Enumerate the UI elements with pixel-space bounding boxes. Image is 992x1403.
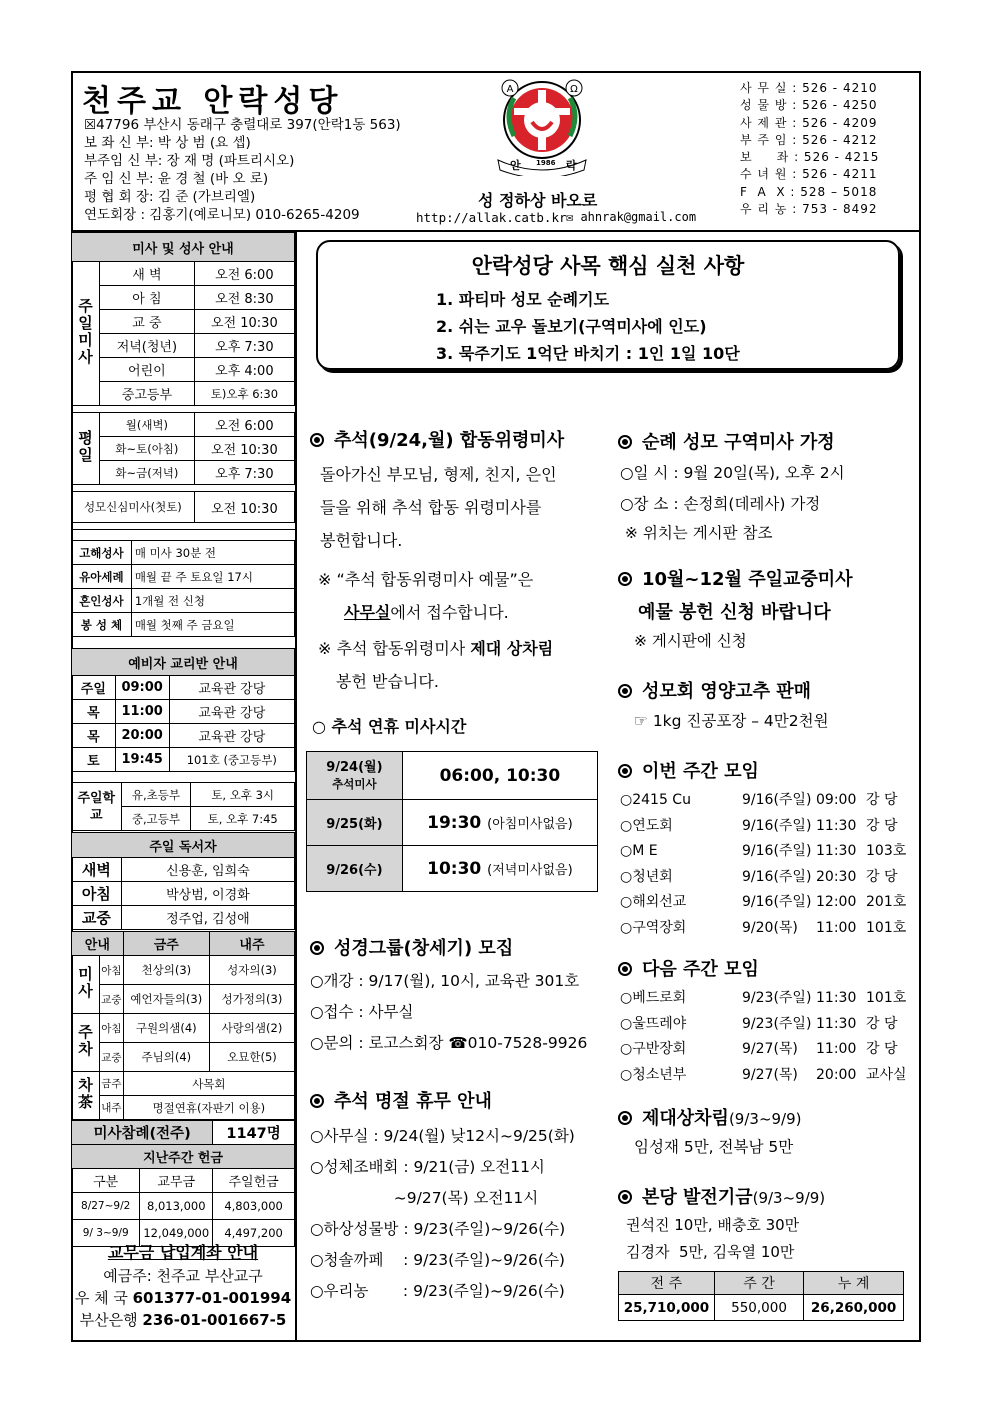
meeting-date: 9/16(주일): [742, 894, 812, 910]
reader-mass: 아침: [72, 882, 122, 906]
meeting-date: 9/16(주일): [742, 868, 812, 885]
meeting-row: [620, 1063, 910, 1089]
meeting-row: [620, 890, 910, 916]
attendance-value: 1147명: [213, 1121, 295, 1145]
meeting-time: 20:00: [816, 1066, 857, 1083]
bullet-icon: [618, 684, 632, 698]
fund-table: [618, 1271, 904, 1321]
fund-title: 본당 발전기금: [642, 1187, 753, 1208]
duty-this-week: 천상의(3): [123, 956, 209, 985]
duty-tea-label: 차茶: [76, 1076, 94, 1111]
meeting-place: 강 당: [866, 817, 898, 834]
altar-heading: [618, 1104, 802, 1130]
chuseok-note-line: ※ “추석 합동위령미사 예물”은: [318, 570, 534, 589]
closure-line: ○우리농 : 9/23(주일)~9/26(수): [310, 1282, 565, 1300]
offering-sunday: 4,803,000: [213, 1193, 295, 1220]
meeting-date: 9/23(주일): [742, 990, 812, 1006]
altar-line: 임성재 5만, 전복남 5만: [634, 1138, 794, 1156]
chuseok-mass-title: 추석(9/24,월) 합동위령미사: [334, 430, 565, 451]
account-info: [71, 1241, 295, 1331]
holiday-date: 9/24(월): [326, 759, 383, 775]
duty-mass-label: 미사: [76, 965, 94, 1000]
spacer: [72, 406, 295, 413]
sacrament-name: 혼인성사: [72, 589, 132, 613]
svg-text:Ω: Ω: [570, 84, 578, 95]
meeting-date: 9/27(목): [742, 1066, 798, 1083]
next-week-heading: [618, 955, 759, 981]
catechumen-title: 예비자 교리반 안내: [72, 649, 295, 676]
clergy-line: 평 협 회 장: 김 준 (가브리엘): [84, 189, 256, 205]
fund-period: (9/3~9/9): [752, 1189, 826, 1207]
holiday-time: 06:00, 10:30: [439, 765, 561, 786]
meeting-name: ○청소년부: [620, 1066, 687, 1083]
duty-parking-label-cell: [72, 1014, 100, 1072]
weekday-mass-time: 오전 6:00: [194, 413, 294, 437]
holiday-mass-title: ○ 추석 연휴 미사시간: [312, 717, 467, 736]
sunday-label: 주일미사: [76, 297, 94, 366]
account-post-number: 601377-01-001994: [132, 1289, 292, 1307]
sunday-school-table: [71, 782, 295, 831]
meeting-date: 9/16(주일): [742, 843, 812, 859]
holiday-sub: 추석미사: [332, 776, 377, 791]
holiday-date-cell: [307, 846, 403, 892]
sunday-school-time: 토, 오후 7:45: [191, 807, 295, 831]
holiday-note: (아침미사없음): [487, 816, 573, 832]
this-week-heading: [618, 757, 759, 783]
duty-mass-slot: 교중: [100, 985, 124, 1014]
pastoral-item: 2. 쉬는 교우 돌보기(구역미사에 인도): [436, 317, 707, 336]
pepper-title: 성모회 영양고추 판매: [642, 681, 812, 702]
fund-donors: [626, 1212, 799, 1266]
sacrament-value: 매월 첫째 주 금요일: [131, 613, 294, 637]
sunday-mass-name: 중고등부: [100, 382, 195, 406]
duty-parking-slot: 교중: [100, 1043, 124, 1072]
logo-text-right: 락: [566, 159, 577, 172]
meeting-place: 201호: [866, 894, 907, 910]
bible-body: [310, 966, 587, 1059]
duty-head: 안내: [72, 932, 124, 956]
duty-this-week: 주님의(4): [123, 1043, 209, 1072]
sunday-mass-time: 오전 8:30: [194, 286, 294, 310]
pilgrim-heading: [618, 428, 835, 454]
account-bank-label: 부산은행: [79, 1311, 138, 1329]
sacrament-name: 고해성사: [72, 541, 132, 565]
account-bank-number: 236-01-001667-5: [142, 1311, 287, 1329]
meeting-row: [620, 839, 910, 865]
sunday-mass-request-heading: [618, 565, 853, 591]
meeting-place: 강 당: [866, 1015, 898, 1032]
meeting-name: ○M E: [620, 843, 658, 859]
sacrament-name: 유아세례: [72, 565, 132, 589]
meeting-time: 11:30: [816, 990, 857, 1006]
fund-value: 25,710,000: [619, 1295, 715, 1321]
readers-title: 주일 독서자: [72, 833, 295, 858]
sunday-label-cell: [72, 262, 100, 406]
closure-body: [310, 1121, 575, 1307]
sunday-school-grade: 유,초등부: [121, 783, 191, 807]
weekday-label: 평일: [76, 429, 94, 464]
sacrament-name: 봉 성 체: [72, 613, 132, 637]
meeting-name: ○해외선교: [620, 894, 687, 910]
bullet-icon: [618, 1190, 632, 1204]
bible-title: 성경그룹(창세기) 모집: [334, 938, 514, 959]
meeting-row: [620, 814, 910, 840]
pilgrim-body: [620, 458, 845, 546]
offering-period: 8/27~9/2: [72, 1193, 140, 1220]
phone-line: 보 좌 : 526 - 4215: [740, 150, 880, 165]
duty-head: 금주: [123, 932, 209, 956]
sunday-school-grade: 중,고등부: [121, 807, 191, 831]
logo-text-left: 안: [510, 159, 521, 172]
sunday-mass-request-note: ※ 게시판에 신청: [634, 632, 747, 650]
meeting-date: 9/27(목): [742, 1041, 798, 1057]
meeting-time: 12:00: [816, 894, 857, 910]
catechumen-time: 09:00: [115, 676, 169, 700]
chuseok-note-altar: 제대 상차림: [470, 639, 554, 658]
phone-line: F A X : 528 – 5018: [740, 184, 878, 199]
meeting-place: 101호: [866, 919, 907, 936]
sunday-mass-name: 어린이: [100, 358, 195, 382]
meeting-place: 교사실: [866, 1066, 907, 1083]
phone-line: 수 녀 원 : 526 - 4211: [740, 167, 878, 182]
meeting-row: [620, 986, 910, 1012]
chuseok-body-line: 봉헌합니다.: [320, 531, 403, 550]
clergy-line: 연도회장 : 김홍기(예로니모) 010-6265-4209: [84, 207, 360, 223]
fund-head: 전 주: [619, 1272, 715, 1295]
duty-tea-label-cell: [72, 1072, 100, 1120]
meeting-name: ○청년회: [620, 868, 673, 885]
catechumen-time: 19:45: [115, 748, 169, 772]
logo-year: 1986: [536, 159, 556, 167]
chuseok-body-line: 들을 위해 추석 합동 위령미사를: [320, 498, 542, 517]
pastoral-item: 1. 파티마 성모 순례기도: [436, 290, 610, 309]
duty-next-week: 성자의(3): [209, 956, 294, 985]
closure-title: 추석 명절 휴무 안내: [334, 1091, 492, 1112]
catechumen-place: 교육관 강당: [169, 724, 294, 748]
weekday-label-cell: [72, 413, 100, 485]
meeting-name: ○연도회: [620, 817, 673, 834]
reader-names: 신용훈, 임희숙: [121, 858, 294, 882]
meeting-time: 20:30: [816, 868, 857, 885]
svg-text:A: A: [506, 84, 514, 95]
holiday-mass-table: [306, 751, 598, 892]
offering-sunday: 4,497,200: [213, 1220, 295, 1247]
fund-donor-line: 권석진 10만, 배충호 30만: [626, 1216, 800, 1234]
altar-title: 제대상차림: [642, 1108, 729, 1129]
holiday-time: 19:30: [427, 812, 482, 833]
holiday-date: 9/25(화): [326, 817, 383, 832]
fund-donor-line: 김경자 5만, 김욱열 10만: [626, 1243, 795, 1261]
catechumen-day: 토: [72, 748, 116, 772]
duty-mass-label-cell: [72, 956, 100, 1014]
catechumen-time: 20:00: [115, 724, 169, 748]
patron-saint: 성 정하상 바오로: [478, 191, 598, 210]
chuseok-body-line: 돌아가신 부모님, 형제, 친지, 은인: [320, 465, 557, 484]
weekday-mass-time: 오전 10:30: [194, 437, 294, 461]
weekday-mass-time: 오후 7:30: [194, 461, 294, 485]
this-week-title: 이번 주간 모임: [642, 761, 759, 782]
clergy-line: 보 좌 신 부: 박 상 범 (요 셉): [84, 135, 251, 151]
meeting-place: 강 당: [866, 792, 898, 808]
duty-parking-slot: 아침: [100, 1014, 124, 1043]
catechumen-place: 교육관 강당: [169, 676, 294, 700]
pilgrim-title: 순례 성모 구역미사 가정: [642, 432, 835, 453]
bible-line: ○개강 : 9/17(월), 10시, 교육관 301호: [310, 972, 580, 990]
duty-tea-week: 내주: [100, 1096, 124, 1120]
meeting-place: 강 당: [866, 868, 898, 885]
account-holder: 예금주: 천주교 부산교구: [103, 1267, 263, 1285]
duty-mass-slot: 아침: [100, 956, 124, 985]
closure-heading: [310, 1087, 492, 1113]
bullet-icon: [618, 435, 632, 449]
pastoral-item: 3. 묵주기도 1억단 바치기 : 1인 1일 10단: [436, 344, 740, 363]
bullet-icon: [618, 962, 632, 976]
catechumen-day: 목: [72, 700, 116, 724]
fund-heading: [618, 1183, 825, 1209]
duty-next-week: 오묘한(5): [209, 1043, 294, 1072]
duty-head: 내주: [209, 932, 294, 956]
spacer: [72, 523, 295, 530]
meeting-time: 11:30: [816, 817, 857, 834]
this-week-list: [620, 788, 910, 941]
meeting-date: 9/16(주일): [742, 792, 812, 808]
duty-next-week: 성가정의(3): [209, 985, 294, 1014]
offering-head: 구분: [72, 1169, 140, 1193]
account-title: 교무금 납입계좌 안내: [107, 1243, 259, 1262]
attendance-label: 미사참례(전주): [72, 1121, 213, 1145]
chuseok-note-line: [318, 596, 553, 629]
altar-period: (9/3~9/9): [728, 1110, 802, 1128]
catechumen-place: 교육관 강당: [169, 700, 294, 724]
pastoral-box: [316, 240, 900, 370]
sacrament-value: 매월 끝 주 토요일 17시: [131, 565, 294, 589]
offering-tithe: 12,049,000: [140, 1220, 213, 1247]
fund-value: 550,000: [714, 1295, 803, 1321]
holiday-time-cell: [402, 846, 597, 892]
bullet-icon: [618, 572, 632, 586]
meeting-date: 9/23(주일): [742, 1015, 812, 1032]
meeting-name: ○울뜨레야: [620, 1015, 687, 1032]
duty-tea-week: 금주: [100, 1072, 124, 1096]
holiday-date-cell: [307, 752, 403, 800]
catechumen-time: 11:00: [115, 700, 169, 724]
mass-schedule-table: [71, 232, 295, 530]
mass-title: 미사 및 성사 안내: [72, 233, 295, 262]
sacrament-value: 매 미사 30분 전: [131, 541, 294, 565]
chuseok-mass-heading: [310, 426, 564, 452]
offering-title: 지난주간 헌금: [72, 1145, 295, 1169]
attendance-offering-table: [71, 1120, 295, 1247]
chuseok-mass-body: [320, 458, 557, 557]
sacrament-value: 1개월 전 신청: [131, 589, 294, 613]
parish-address: ☒47796 부산시 동래구 충렬대로 397(안락1동 563): [84, 117, 401, 133]
pepper-line: ☞ 1kg 진공포장 – 4만2천원: [634, 712, 829, 730]
meeting-date: 9/20(목): [742, 919, 798, 936]
first-saturday-mass-name: 성모신심미사(첫토): [72, 492, 195, 523]
pilgrim-line: ※ 위치는 게시판 참조: [620, 524, 773, 542]
closure-line: ○청솔까페 : 9/23(주일)~9/26(수): [310, 1251, 565, 1269]
parish-title: 천주교 안락성당: [82, 84, 344, 119]
meeting-name: ○구반장회: [620, 1041, 687, 1057]
offering-head: 주일헌금: [213, 1169, 295, 1193]
sunday-mass-request-title1: 10월~12월 주일교중미사: [642, 569, 853, 590]
meeting-time: 11:30: [816, 843, 857, 859]
chuseok-note-office: 사무실: [344, 603, 391, 622]
meeting-row: [620, 1037, 910, 1063]
weekday-mass-name: 화~토(아침): [100, 437, 195, 461]
meeting-row: [620, 788, 910, 814]
account-post-label: 우 체 국: [74, 1289, 128, 1307]
sunday-mass-name: 교 중: [100, 310, 195, 334]
catechumen-place: 101호 (중고등부): [169, 748, 294, 772]
catechumen-table: [71, 648, 295, 772]
offering-head: 교무금: [140, 1169, 213, 1193]
sunday-mass-time: 토)오후 6:30: [194, 382, 294, 406]
sunday-school-label: 주일학교: [72, 783, 122, 831]
offering-tithe: 8,013,000: [140, 1193, 213, 1220]
reader-mass: 새벽: [72, 858, 122, 882]
duty-this-week: 구원의샘(4): [123, 1014, 209, 1043]
closure-line: ○성체조배회 : 9/21(금) 오전11시: [310, 1158, 545, 1176]
website-link[interactable]: http://allak.catb.kr: [416, 210, 567, 225]
meeting-time: 11:00: [816, 919, 857, 936]
phone-line: 부 주 임 : 526 - 4212: [740, 132, 878, 147]
phone-line: 사 무 실 : 526 - 4210: [740, 81, 878, 95]
meeting-time: 11:30: [816, 1015, 857, 1032]
bullet-icon: [618, 764, 632, 778]
duty-tea-value: 명절연휴(자판기 이용): [123, 1096, 294, 1120]
mail-icon: ✉: [566, 210, 581, 224]
closure-line: ~9/27(목) 오전11시: [310, 1189, 539, 1207]
next-week-title: 다음 주간 모임: [642, 959, 759, 980]
next-week-list: [620, 986, 910, 1088]
meeting-time: 09:00: [816, 792, 857, 808]
meeting-name: ○베드로회: [620, 990, 687, 1006]
phone-list: [740, 80, 879, 218]
holiday-date-cell: [307, 800, 403, 846]
reader-names: 박상범, 이경화: [121, 882, 294, 906]
duty-tea-value: 사목회: [123, 1072, 294, 1096]
bible-heading: [310, 934, 513, 960]
pepper-heading: [618, 677, 811, 703]
holiday-time-cell: [402, 752, 597, 800]
header-info: [84, 116, 401, 224]
bullet-icon: [310, 941, 324, 955]
duty-table: [71, 931, 295, 1120]
phone-line: 우 리 농 : 753 - 8492: [740, 202, 878, 217]
sidebar-divider: [295, 232, 297, 1342]
account-bank: [71, 1309, 295, 1331]
sunday-mass-name: 아 침: [100, 286, 195, 310]
weekday-mass-name: 월(새벽): [100, 413, 195, 437]
closure-line: ○하상성물방 : 9/23(주일)~9/26(수): [310, 1220, 566, 1238]
sunday-mass-time: 오후 4:00: [194, 358, 294, 382]
email-link[interactable]: [566, 210, 696, 224]
sunday-mass-request-title2: 예물 봉헌 신청 바랍니다: [638, 602, 831, 623]
holiday-note: (저녁미사없음): [487, 862, 573, 878]
fund-head: 주 간: [714, 1272, 803, 1295]
offering-period: 9/ 3~9/9: [72, 1220, 140, 1247]
account-post: [71, 1287, 295, 1309]
meeting-time: 11:00: [816, 1041, 857, 1057]
sunday-mass-name: 새 벽: [100, 262, 195, 286]
fund-value: 26,260,000: [804, 1295, 904, 1321]
bullet-icon: [618, 1111, 632, 1125]
first-saturday-mass-time: 오전 10:30: [194, 492, 294, 523]
weekday-mass-name: 화~금(저녁): [100, 461, 195, 485]
pilgrim-line: ○장 소 : 손정희(데레사) 가정: [620, 495, 821, 513]
sacrament-table: [71, 540, 295, 637]
duty-parking-label: 주차: [76, 1023, 94, 1058]
meeting-row: [620, 1012, 910, 1038]
phone-line: 성 물 방 : 526 - 4250: [740, 98, 878, 113]
meeting-row: [620, 865, 910, 891]
chuseok-note-pre: ※ 추석 합동위령미사: [318, 639, 471, 658]
phone-line: 사 제 관 : 526 - 4209: [740, 115, 878, 130]
meeting-place: 강 당: [866, 1041, 898, 1057]
bullet-icon: [310, 1094, 324, 1108]
reader-mass: 교중: [72, 906, 122, 930]
meeting-date: 9/16(주일): [742, 817, 812, 834]
reader-names: 정주업, 김성애: [121, 906, 294, 930]
catechumen-day: 주일: [72, 676, 116, 700]
holiday-time: 10:30: [427, 858, 482, 879]
readers-table: [71, 832, 295, 930]
catechumen-day: 목: [72, 724, 116, 748]
holiday-time-cell: [402, 800, 597, 846]
email-text: ahnrak@gmail.com: [580, 210, 697, 224]
duty-this-week: 예언자들의(3): [123, 985, 209, 1014]
meeting-place: 103호: [866, 843, 907, 859]
chuseok-note-line: [318, 632, 553, 665]
sunday-mass-time: 오전 10:30: [194, 310, 294, 334]
bible-line: ○접수 : 사무실: [310, 1003, 414, 1021]
sunday-school-time: 토, 오후 3시: [191, 783, 295, 807]
clergy-line: 주 임 신 부: 윤 경 철 (바 오 로): [84, 171, 269, 187]
meeting-row: [620, 916, 910, 942]
holiday-date: 9/26(수): [326, 863, 383, 878]
chuseok-note-line: 봉헌 받습니다.: [336, 672, 439, 691]
chuseok-notes: [318, 563, 553, 698]
bullet-icon: [310, 433, 324, 447]
clergy-line: 부주임 신 부: 장 재 명 (파트리시오): [84, 153, 295, 169]
fund-head: 누 계: [804, 1272, 904, 1295]
pastoral-title: 안락성당 사목 핵심 실천 사항: [471, 254, 745, 278]
sunday-mass-name: 저녁(청년): [100, 334, 195, 358]
sunday-mass-time: 오전 6:00: [194, 262, 294, 286]
sunday-mass-time: 오후 7:30: [194, 334, 294, 358]
pilgrim-line: ○일 시 : 9월 20일(목), 오후 2시: [620, 464, 845, 482]
meeting-place: 101호: [866, 990, 907, 1006]
chuseok-note-rest: 에서 접수합니다.: [390, 603, 509, 622]
duty-next-week: 사랑의샘(2): [209, 1014, 294, 1043]
spacer: [72, 485, 295, 492]
meeting-name: ○구역장회: [620, 919, 687, 936]
bible-line: ○문의 : 로고스회장 ☎010-7528-9926: [310, 1034, 588, 1052]
closure-line: ○사무실 : 9/24(월) 낮12시~9/25(화): [310, 1127, 575, 1145]
meeting-name: ○2415 Cu: [620, 792, 691, 808]
